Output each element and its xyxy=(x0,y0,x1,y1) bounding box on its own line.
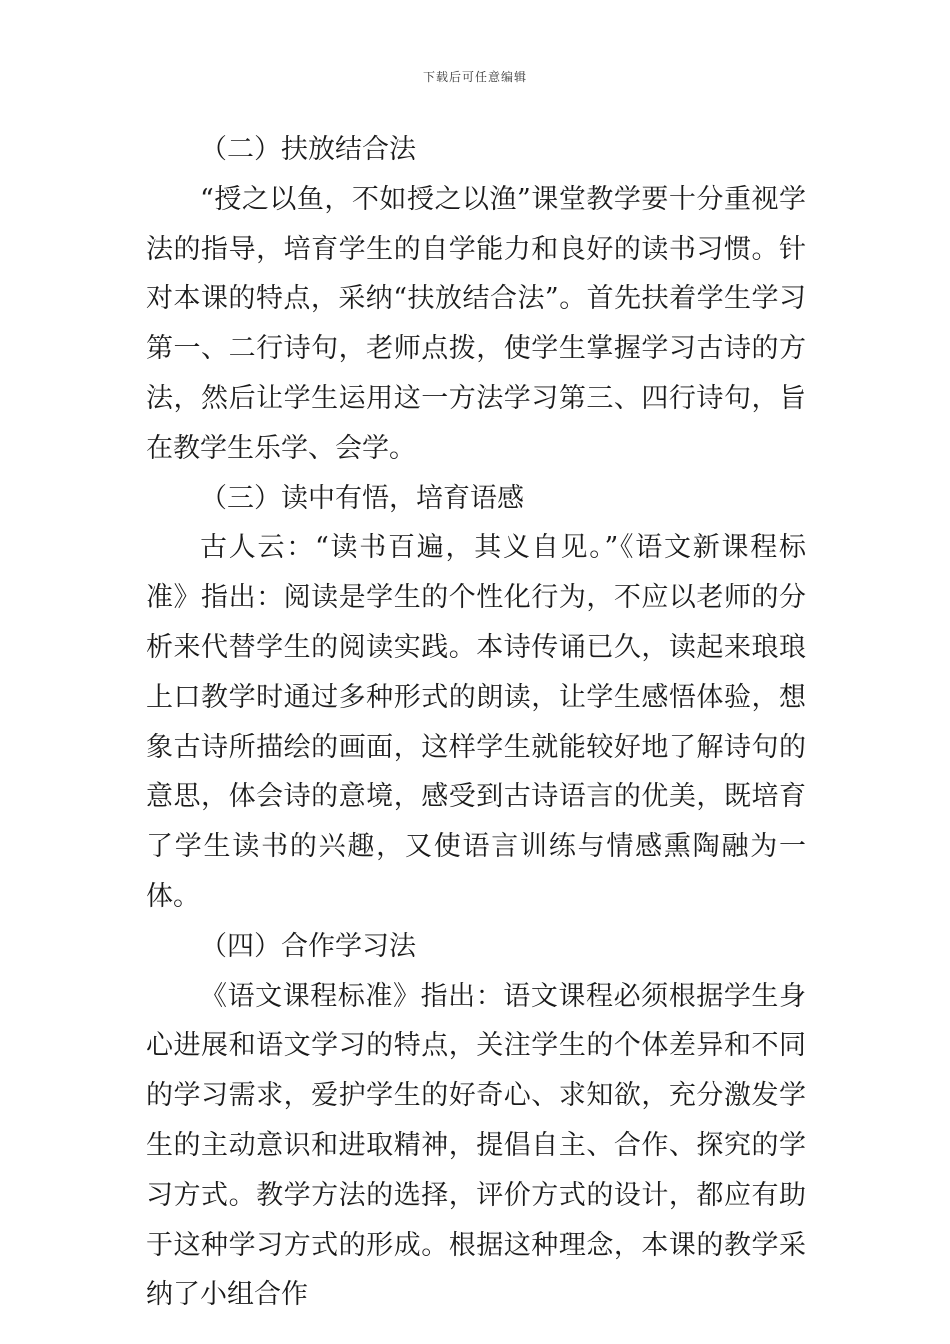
section-paragraph-3: 古人云：“读书百遍，其义自见。”《语文新课程标准》指出：阅读是学生的个性化行为，不应以老师的分析来代替学生的阅读实践。本诗传诵已久，读起来琅琅上口教学时通过多种形式的朗读，让学生感悟体验，想象古诗所描绘的画面，这样学生就能较好地了解诗句的意思，体会诗的意境，感受到古诗语言的优美，既培育了学生读书的兴趣，又使语言训练与情感熏陶融为一体。 xyxy=(146,532,806,912)
header-note: 下载后可任意编辑 xyxy=(422,70,527,84)
section-heading-4: （四）合作学习法 xyxy=(200,930,416,962)
section-heading-3: （三）读中有悟，培育语感 xyxy=(200,482,524,514)
section-heading-2: （二）扶放结合法 xyxy=(200,134,416,165)
section-paragraph-2: “授之以鱼，不如授之以渔”课堂教学要十分重视学法的指导，培育学生的自学能力和良好的读书习惯。针对本课的特点，采纳“扶放结合法”。首先扶着学生学习第一、二行诗句，老师点拨，使学生掌握学习古诗的方法，然后让学生运用这一方法学习第三、四行诗句，旨在教学生乐学、会学。 xyxy=(146,183,806,464)
document-body xyxy=(146,125,806,1320)
section-paragraph-4: 《语文课程标准》指出：语文课程必须根据学生身心进展和语文学习的特点，关注学生的个体差异和不同的学习需求，爱护学生的好奇心、求知欲，充分激发学生的主动意识和进取精神，提倡自主、合作、探究的学习方式。教学方法的选择，评价方式的设计，都应有助于这种学习方式的形成。根据这种理念，本课的教学采纳了小组合作 xyxy=(146,980,806,1311)
